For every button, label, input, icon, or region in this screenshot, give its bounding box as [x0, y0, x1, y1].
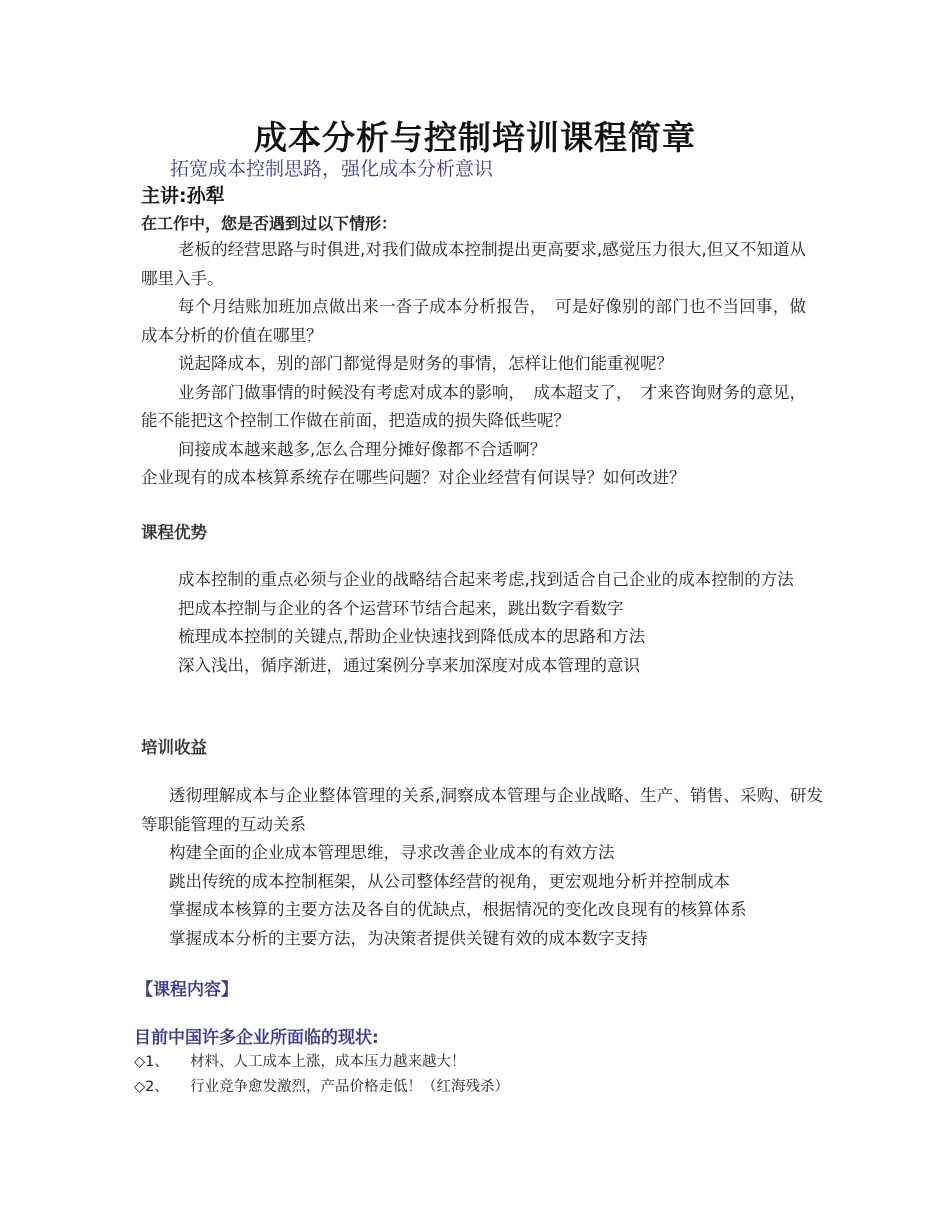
advantage-item: 深入浅出，循序渐进，通过案例分享来加深度对成本管理的意识 [178, 655, 640, 675]
benefit-item: 跳出传统的成本控制框架，从公司整体经营的视角，更宏观地分析并控制成本 [169, 871, 730, 891]
benefit-item: 透彻理解成本与企业整体管理的关系,洞察成本管理与企业战略、生产、销售、采购、研发等职能管理的互动关系 [141, 786, 823, 834]
page-title: 成本分析与控制培训课程简章 [254, 118, 696, 157]
status-heading: 目前中国许多企业所面临的现状: [134, 1028, 379, 1048]
lecturer-line: 主讲:孙犁 [141, 185, 225, 207]
status-list [134, 1050, 509, 1100]
benefits-heading: 培训收益 [141, 738, 207, 757]
list-item-text: 行业竞争愈发激烈，产品价格走低！（红海残杀） [190, 1079, 509, 1095]
list-item [134, 1075, 509, 1100]
intro-section [141, 236, 806, 493]
intro-paragraph: 间接成本越来越多,怎么合理分摊好像都不合适啊？ [178, 439, 547, 459]
advantage-item: 成本控制的重点必须与企业的战略结合起来考虑,找到适合自己企业的成本控制的方法 [178, 570, 794, 589]
advantage-item: 梳理成本控制的关键点,帮助企业快速找到降低成本的思路和方法 [178, 627, 646, 646]
intro-heading: 在工作中，您是否遇到过以下情形： [141, 214, 398, 233]
advantage-item: 把成本控制与企业的各个运营环节结合起来，跳出数字看数字 [178, 598, 624, 618]
benefit-item: 掌握成本分析的主要方法，为决策者提供关键有效的成本数字支持 [169, 928, 648, 948]
course-content-heading: 【课程内容】 [136, 980, 238, 1000]
intro-paragraph: 业务部门做事情的时候没有考虑对成本的影响， 成本超支了， 才来咨询财务的意见，能不能把这个控制工作做在前面，把造成的损失降低些呢？ [141, 382, 806, 430]
intro-paragraph: 老板的经营思路与时俱进,对我们做成本控制提出更高要求,感觉压力很大,但又不知道从哪里入手。 [141, 240, 806, 288]
intro-paragraph: 说起降成本，别的部门都觉得是财务的事情，怎样让他们能重视呢？ [178, 354, 673, 373]
benefits-section [141, 782, 823, 953]
list-item-text: 材料、人工成本上涨，成本压力越来越大！ [190, 1054, 466, 1070]
page-subtitle: 拓宽成本控制思路，强化成本分析意识 [170, 158, 494, 180]
benefit-item: 掌握成本核算的主要方法及各自的优缺点，根据情况的变化改良现有的核算体系 [169, 900, 747, 919]
list-item [134, 1050, 509, 1075]
advantages-heading: 课程优势 [141, 523, 207, 542]
benefit-item: 构建全面的企业成本管理思维，寻求改善企业成本的有效方法 [169, 843, 615, 862]
intro-paragraph: 企业现有的成本核算系统存在哪些问题？对企业经营有何误导？如何改进？ [141, 468, 686, 487]
list-item-number: ◇1、 [134, 1054, 169, 1070]
intro-paragraph: 每个月结账加班加点做出来一沓子成本分析报告， 可是好像别的部门也不当回事，做成本分析的价值在哪里？ [141, 297, 806, 345]
list-item-number: ◇2、 [134, 1079, 169, 1095]
advantages-section [141, 566, 806, 680]
